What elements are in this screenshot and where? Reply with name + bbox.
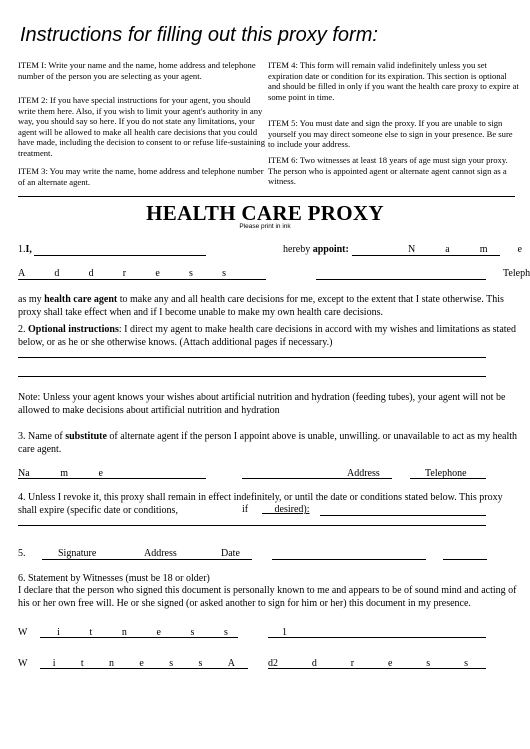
instruction-item-2: ITEM 2: If you have special instructions for your agent, you should write them here. Also, if you wish to limit your agent's authority in any way, you should say so here. If you do not state any limitations, your agent will be allowed to make all health care decisions that you could have made, including the decision to consent to or refuse life-sustaining treatment. xyxy=(18,95,266,158)
signature-field[interactable] xyxy=(42,559,252,560)
signer-address-field[interactable] xyxy=(272,559,426,560)
section4-text: 4. Unless I revoke it, this proxy shall remain in effect indefinitely, or until the date or conditions stated below. This proxy shall expire (specific date or conditions, xyxy=(18,492,503,516)
section5-number: 5. xyxy=(18,548,26,559)
substitute-telephone-label: Telephone xyxy=(425,468,467,479)
witness1-label: W i t n e s s xyxy=(18,627,228,638)
instructions-line-2[interactable] xyxy=(18,376,486,377)
address-label: Address xyxy=(144,548,177,559)
agent-address-label: A d d r e s s xyxy=(18,268,226,279)
substitute-name-field[interactable] xyxy=(18,478,206,479)
instructions-line-1[interactable] xyxy=(18,357,486,358)
expiration-field[interactable] xyxy=(320,515,486,516)
instruction-item-3: ITEM 3: You may write the name, home address and telephone number of an alternate agent. xyxy=(18,166,264,187)
agent-name-field[interactable] xyxy=(352,255,500,256)
agent-address-field[interactable] xyxy=(18,279,266,280)
witness2-address-label: d2 d r e s s xyxy=(268,658,468,669)
hereby-appoint-label: hereby appoint: xyxy=(283,244,349,255)
witness2-label: W i t n e s s A xyxy=(18,658,235,669)
signature-date-field[interactable] xyxy=(443,559,487,560)
section1-text: as my health care agent to make any and all health care decisions for me, except to the extent that I state otherwise. This proxy shall take effect when and if I become unable to make my own health care decisions. xyxy=(18,294,504,318)
instructions-title: Instructions for filling out this proxy form: xyxy=(20,24,378,46)
section3-text: 3. Name of substitute of alternate agent if the person I appoint above is unable, unwilling. or unavailable to act as my health care agent. xyxy=(18,431,518,455)
substitute-name-label: Na m e xyxy=(18,468,103,479)
agent-telephone-label: Teleph xyxy=(503,268,530,279)
witness1-signature-field[interactable] xyxy=(40,637,238,638)
agent-telephone-field[interactable] xyxy=(316,279,486,280)
section1-number: 1.I, xyxy=(18,244,32,255)
if-label: if xyxy=(242,504,249,515)
agent-name-label: N a m e xyxy=(408,244,522,255)
witness1-number: 1 xyxy=(282,627,287,638)
instruction-item-1: ITEM I: Write your name and the name, home address and telephone number of the person you are selecting as your agent. xyxy=(18,60,256,81)
form-subtitle: Please print in ink xyxy=(239,223,291,230)
witness2-signature-field[interactable] xyxy=(40,668,248,669)
witness-heading: 6. Statement by Witnesses (must be 18 or older) xyxy=(18,573,210,584)
expiration-line-2[interactable] xyxy=(18,525,486,526)
section2-text: 2. Optional instructions: I direct my agent to make health care decisions in accord with my wishes and limitations as stated below, or as he or she otherwise knows. (Attach additional pages if necessary.) xyxy=(18,324,516,348)
witness2-address-field[interactable] xyxy=(268,668,486,669)
divider xyxy=(18,196,515,197)
nutrition-note: Note: Unless your agent knows your wishes about artificial nutrition and hydration (feeding tubes), your agent will not be allowed to make decisions about artificial nutrition and hydration xyxy=(18,392,506,416)
instruction-item-6: ITEM 6: Two witnesses at least 18 years of age must sign your proxy. The person who is appointed agent or alternate agent cannot sign as a witness. xyxy=(268,155,508,187)
principal-name-field[interactable] xyxy=(34,255,206,256)
witness1-address-field[interactable] xyxy=(268,637,486,638)
substitute-address-label: Address xyxy=(347,468,380,479)
witness-statement: I declare that the person who signed this document is personally known to me and appears to be of sound mind and acting of his or her own free will. He or she signed (or asked another to sign for him or her) this document in my presence. xyxy=(18,585,517,609)
instruction-item-5: ITEM 5: You must date and sign the proxy. If you are unable to sign yourself you may direct someone else to sign in your presence. Be sure to include your address. xyxy=(268,118,513,150)
instruction-item-4: ITEM 4: This form will remain valid indefinitely unless you set expiration date or condition for its expiration. This section is optional and should be filled in only if you want the health care proxy to expire at some point in time. xyxy=(268,60,519,102)
form-title: HEALTH CARE PROXY xyxy=(146,201,384,225)
date-label: Date xyxy=(221,548,240,559)
desired-label: desired): xyxy=(274,504,310,515)
signature-label: Signature xyxy=(58,548,97,559)
